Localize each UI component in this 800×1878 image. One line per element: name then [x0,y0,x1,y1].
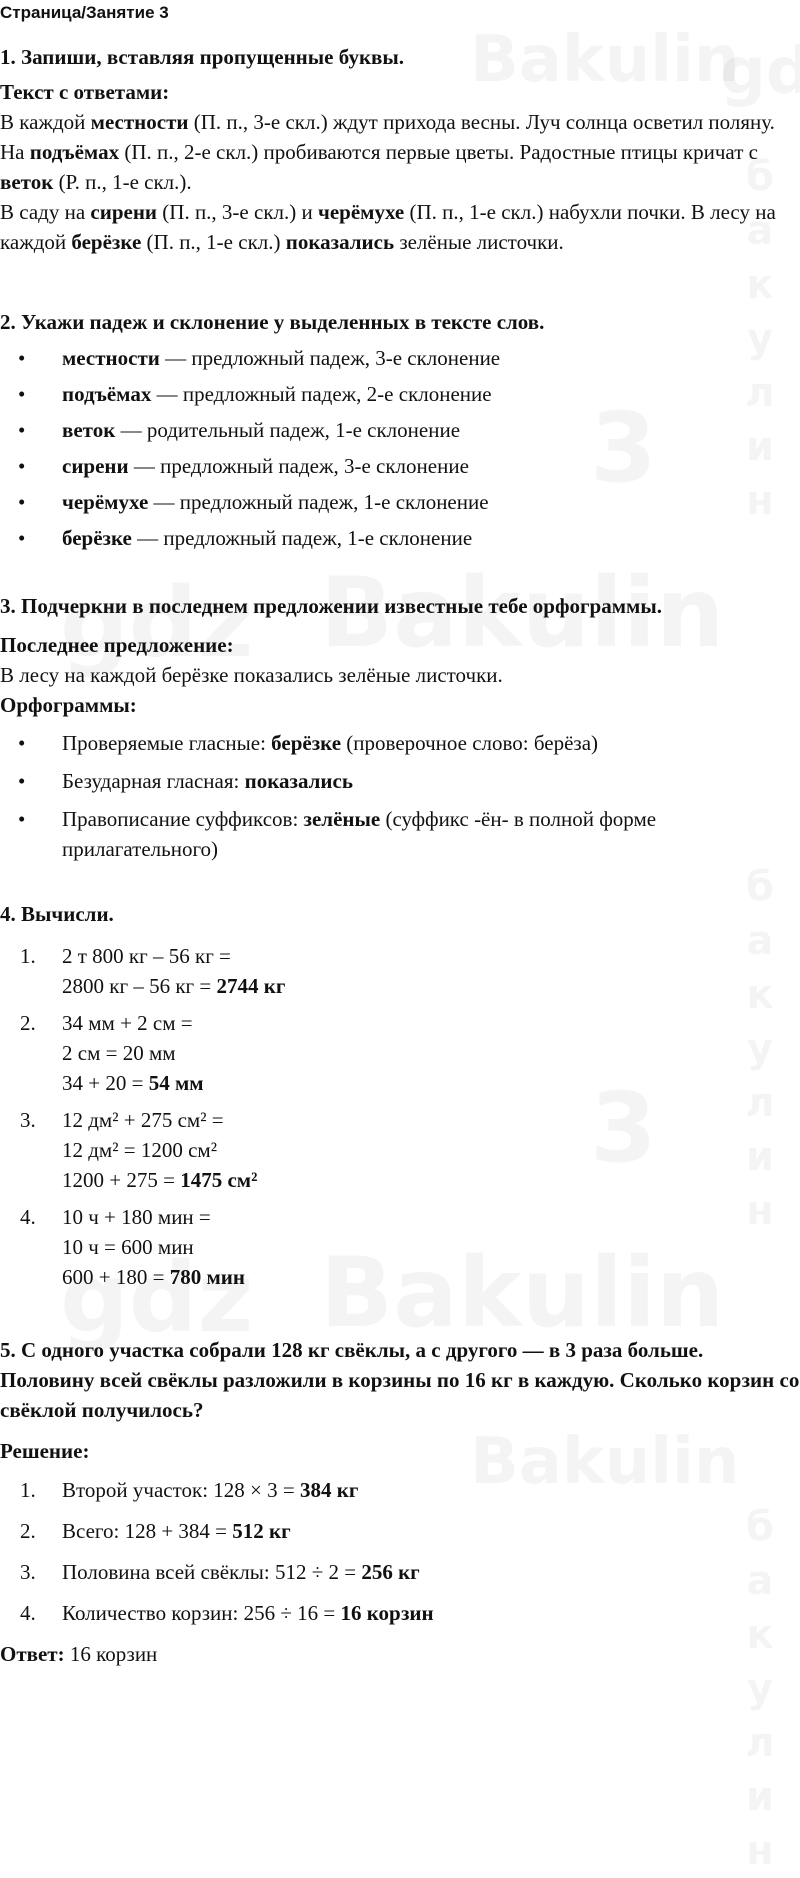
orthogram-run: Безударная гласная: [62,769,245,793]
list-item-desc: — предложный падеж, 2-е склонение [151,382,492,406]
calc-line [62,1202,800,1232]
list-item [0,728,800,758]
bold-text-run: показались [285,230,395,254]
item-number: 3. [20,1108,36,1132]
bullet-icon: • [18,346,26,370]
answer-value: 16 корзин [64,1642,158,1666]
task3-title: 3. Подчеркни в последнем предложении известные тебе орфограммы. [0,594,662,618]
text-run: (П. п., 1-е скл.) [141,230,286,254]
list-item-desc: — родительный падеж, 1-е склонение [115,418,461,442]
bullet-icon: • [18,418,26,442]
bullet-icon: • [18,731,26,755]
list-item [0,941,800,1001]
list-item-desc: — предложный падеж, 1-е склонение [148,490,489,514]
bold-solution-run: 512 кг [232,1519,291,1543]
calc-line [62,971,800,1001]
watermark-letter [740,1824,780,1878]
task1-subhead: Текст с ответами: [0,80,170,104]
watermark-letter [740,1770,780,1824]
text-run: (Р. п., 1-е скл.). [53,170,192,194]
bold-solution-run: 16 корзин [340,1601,434,1625]
list-item-desc: — предложный падеж, 3-е склонение [159,346,501,370]
bold-calc-run: 1475 см² [180,1168,258,1192]
task5-subhead: Решение: [0,1439,90,1463]
calc-run: 600 + 180 = [62,1265,170,1289]
task5-list [0,1475,800,1628]
bold-calc-run: 2744 кг [216,974,286,998]
list-item-word: подъёмах [62,382,152,406]
list-item-word: берёзке [62,526,132,550]
calc-line [62,1038,800,1068]
bullet-icon: • [18,382,26,406]
calc-run: 12 дм² + 275 см² = [62,1108,224,1132]
bold-text-run: черёмухе [317,200,405,224]
bold-text-run: сирени [90,200,158,224]
bullet-icon: • [18,490,26,514]
watermark-letter [740,1662,780,1716]
bold-calc-run: 54 мм [148,1071,204,1095]
list-item-desc: — предложный падеж, 3-е склонение [128,454,469,478]
orthogram-run: (суффикс -ён- в полной форме прилагательного) [62,807,657,861]
list-item-word: веток [62,418,116,442]
text-run: (П. п., 1-е скл.) набухли почки. В лесу на каждой [0,200,776,254]
calc-run: 10 ч = 600 мин [62,1235,194,1259]
list-item [0,1557,800,1587]
calc-line [62,1165,800,1195]
item-number: 1. [20,944,36,968]
calc-run: 2800 кг – 56 кг = [62,974,217,998]
task1-paragraph-2 [0,197,800,257]
solution-run: Половина всей свёклы: 512 ÷ 2 = [62,1560,362,1584]
calc-line [62,941,800,971]
calc-line [62,1135,800,1165]
orthogram-run: Проверяемые гласные: [62,731,272,755]
task3-subhead-sentence: Последнее предложение: [0,633,234,657]
list-item-word: местности [62,346,160,370]
list-item-desc: — предложный падеж, 1-е склонение [131,526,473,550]
text-run: (П. п., 3-е скл.) и [157,200,318,224]
task2-list [0,343,800,553]
list-item-word: черёмухе [62,490,149,514]
page-label: Страница/Занятие 3 [0,3,169,22]
answer-label: Ответ: [0,1642,65,1666]
calc-run: 10 ч + 180 мин = [62,1205,211,1229]
task3-sentence: В лесу на каждой берёзке показались зелёные листочки. [0,663,503,687]
bold-calc-run: 780 мин [169,1265,245,1289]
list-item [0,415,800,445]
bold-solution-run: 384 кг [299,1478,359,1502]
task1-paragraph-1 [0,107,800,197]
document-content [0,2,800,1669]
list-item [0,1516,800,1546]
text-run: (П. п., 3-е скл.) ждут прихода весны. Луч солнца осветил поляну. На [0,110,775,164]
list-item [0,523,800,553]
calc-run: 2 т 800 кг – 56 кг = [62,944,231,968]
calc-line [62,1262,800,1292]
task3-list [0,728,800,864]
bold-solution-run: 256 кг [361,1560,420,1584]
text-run: В саду на [0,200,91,224]
task3-subhead-orthograms: Орфограммы: [0,693,137,717]
bullet-icon: • [18,526,26,550]
item-number: 4. [20,1601,36,1625]
bold-orthogram-run: берёзке [271,731,342,755]
task4-list [0,941,800,1292]
calc-run: 1200 + 275 = [62,1168,181,1192]
bold-orthogram-run: зелёные [303,807,381,831]
task1-title: 1. Запиши, вставляя пропущенные буквы. [0,45,405,69]
orthogram-run: (проверочное слово: берёза) [341,731,599,755]
list-item [0,1105,800,1195]
text-run: зелёные листочки. [394,230,564,254]
calc-run: 12 дм² = 1200 см² [62,1138,218,1162]
item-number: 2. [20,1519,36,1543]
text-run: (П. п., 2-е скл.) пробиваются первые цветы. Радостные птицы кричат с [119,140,758,164]
bullet-icon: • [18,454,26,478]
item-number: 3. [20,1560,36,1584]
list-item [0,804,800,864]
task5-title: 5. С одного участка собрали 128 кг свёклы, а с другого — в 3 раза больше. Половину всей свёклы разложили в корзины по 16 кг в каждую. Сколько корзин со свёклой получилось? [0,1338,800,1422]
bullet-icon: • [18,769,26,793]
watermark-letter [740,1716,780,1770]
task5-answer [0,1639,800,1669]
list-item [0,1598,800,1628]
bold-text-run: подъёмах [29,140,120,164]
task4-title: 4. Вычисли. [0,902,114,926]
solution-run: Количество корзин: 256 ÷ 16 = [62,1601,341,1625]
list-item [0,1202,800,1292]
calc-line [62,1008,800,1038]
calc-run: 2 см = 20 мм [62,1041,176,1065]
list-item [0,1475,800,1505]
calc-run: 34 мм + 2 см = [62,1011,193,1035]
bold-text-run: местности [90,110,189,134]
item-number: 4. [20,1205,36,1229]
calc-run: 34 + 20 = [62,1071,149,1095]
solution-run: Всего: 128 + 384 = [62,1519,233,1543]
list-item-word: сирени [62,454,129,478]
list-item [0,766,800,796]
list-item [0,343,800,373]
bullet-icon: • [18,807,26,831]
calc-line [62,1068,800,1098]
list-item [0,1008,800,1098]
list-item [0,487,800,517]
item-number: 2. [20,1011,36,1035]
text-run: В каждой [0,110,91,134]
orthogram-run: Правописание суффиксов: [62,807,304,831]
bold-orthogram-run: показались [244,769,353,793]
task2-title: 2. Укажи падеж и склонение у выделенных в тексте слов. [0,310,545,334]
calc-line [62,1232,800,1262]
list-item [0,379,800,409]
bold-text-run: веток [0,170,54,194]
bold-text-run: берёзке [71,230,142,254]
solution-run: Второй участок: 128 × 3 = [62,1478,300,1502]
list-item [0,451,800,481]
calc-line [62,1105,800,1135]
item-number: 1. [20,1478,36,1502]
